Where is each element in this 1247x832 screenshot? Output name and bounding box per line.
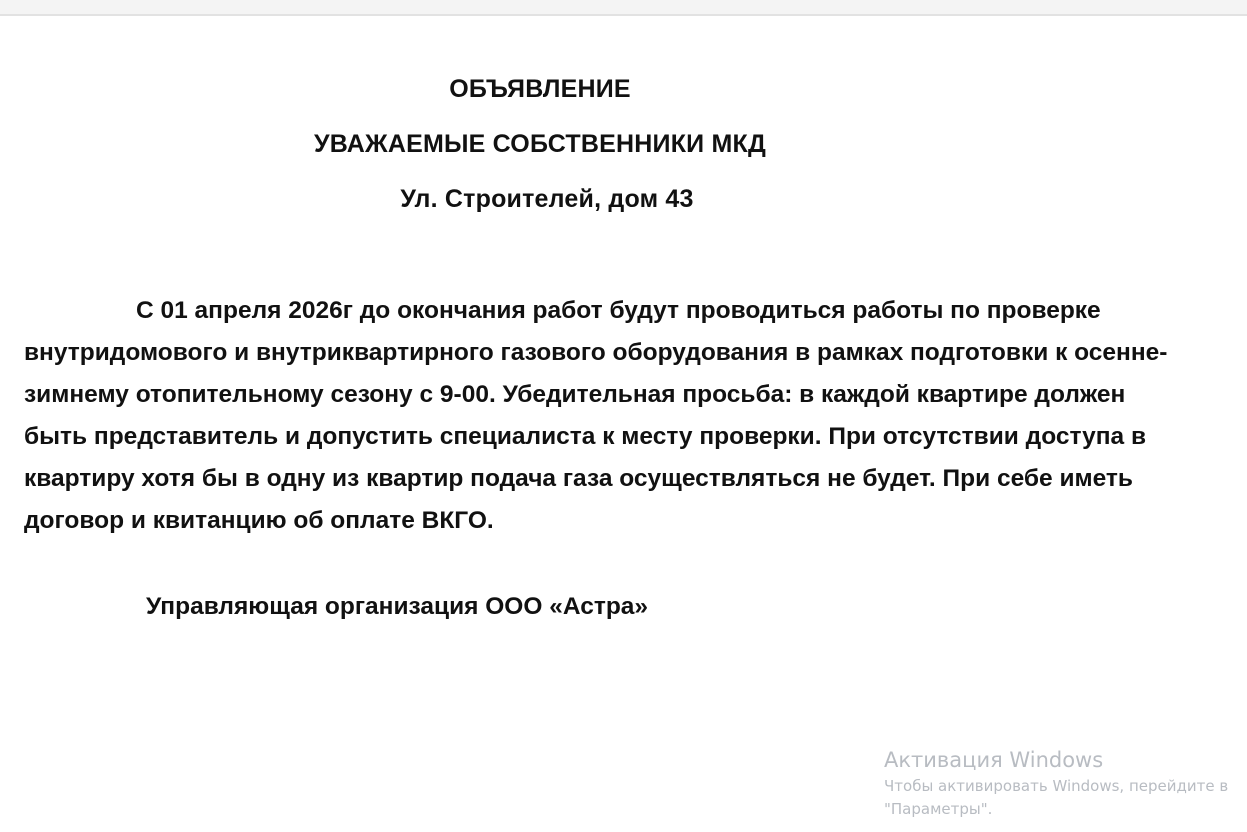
notice-signature: Управляющая организация ООО «Астра» [146,593,649,620]
notice-address: Ул. Строителей, дом 43 [400,185,694,213]
page-top-edge [0,0,1247,16]
notice-title: ОБЪЯВЛЕНИЕ [449,75,631,103]
watermark-line-1: Чтобы активировать Windows, перейдите в [884,777,1229,795]
watermark-line-2: "Параметры". [884,800,993,818]
notice-addressee: УВАЖАЕМЫЕ СОБСТВЕННИКИ МКД [314,130,766,158]
windows-activation-watermark [884,745,1228,821]
notice-body: С 01 апреля 2026г до окончания работ будут проводиться работы по проверке внутридомового и внутриквартирного газового оборудования в рамках подготовки к осенне-зимнему отопительному сезону с 9-00. Убедительная просьба: в каждой квартире должен быть представитель и допустить специалиста к месту проверки. При отсутствии доступа в квартиру хотя бы в одну из квартир подача газа осуществляться не будет. При себе иметь договор и квитанцию об оплате ВКГО. [24,297,1168,534]
watermark-title: Активация Windows [884,748,1104,772]
